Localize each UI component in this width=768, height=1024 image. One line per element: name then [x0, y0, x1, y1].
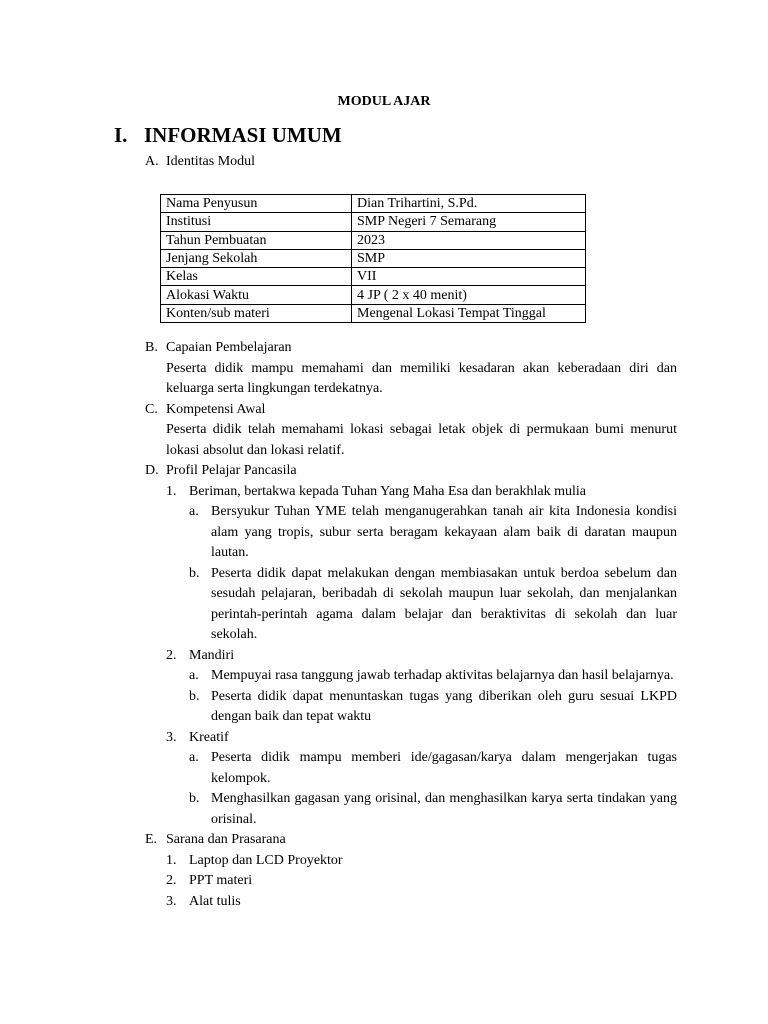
subsection-heading-a — [145, 152, 255, 172]
list-letter: a. — [189, 750, 199, 765]
table-cell-key: Tahun Pembuatan — [161, 231, 352, 249]
list-subitem-text: Peserta didik mampu memberi ide/gagasan/karya dalam mengerjakan tugas kelompok. — [211, 750, 677, 786]
table-cell-value: SMP Negeri 7 Semarang — [352, 213, 586, 231]
document-title: MODUL AJAR — [337, 94, 431, 109]
table-cell-value: Dian Trihartini, S.Pd. — [352, 195, 586, 213]
subsection-title: Capaian Pembelajaran — [166, 340, 292, 355]
table-row — [161, 231, 586, 249]
identity-table — [160, 194, 586, 323]
list-letter: b. — [189, 791, 200, 806]
list-subitem-text: Peserta didik dapat menuntaskan tugas yang diberikan oleh guru sesuai LKPD dengan baik dan tepat waktu — [211, 688, 677, 724]
list-subitem-text: Peserta didik dapat melakukan dengan membiasakan untuk berdoa sebelum dan sesudah pelajaran, beribadah di sekolah maupun luar sekolah, dan menjalankan perintah-perintah agama dalam belajar dan beraktivitas di sekolah dan luar sekolah. — [211, 565, 677, 642]
table-row — [161, 304, 586, 322]
subsection-label: E. — [145, 832, 158, 847]
list-subitem — [145, 687, 677, 728]
list-letter: b. — [189, 688, 200, 704]
list-number: 3. — [166, 729, 177, 745]
list-subitem — [145, 564, 677, 646]
subsection-heading-c — [145, 400, 677, 421]
list-subitem-text: Mempuyai rasa tanggung jawab terhadap aktivitas belajarnya dan hasil belajarnya. — [211, 668, 674, 683]
table-row — [161, 249, 586, 267]
list-number: 2. — [166, 647, 177, 663]
list-letter: a. — [189, 504, 199, 519]
list-subitem-text: Menghasilkan gagasan yang orisinal, dan menghasilkan karya serta tindakan yang orisinal. — [211, 791, 677, 827]
list-item-text: PPT materi — [189, 873, 253, 888]
list-item-title: Beriman, bertakwa kepada Tuhan Yang Maha Esa dan berakhlak mulia — [189, 483, 586, 499]
list-number: 1. — [166, 483, 177, 499]
subsection-title: Kompetensi Awal — [166, 401, 266, 417]
list-number: 3. — [166, 893, 177, 909]
list-item — [145, 892, 677, 913]
table-row — [161, 286, 586, 304]
subsection-heading-e — [145, 830, 677, 851]
list-item — [145, 851, 677, 872]
list-number: 2. — [166, 873, 177, 888]
table-cell-key: Alokasi Waktu — [161, 286, 352, 304]
table-cell-value: VII — [352, 268, 586, 286]
subsection-title: Sarana dan Prasarana — [166, 832, 286, 847]
list-letter: a. — [189, 668, 199, 683]
list-subitem — [145, 666, 677, 687]
list-item-title: Kreatif — [189, 729, 229, 745]
list-subitem — [145, 748, 677, 789]
paragraph: Peserta didik telah memahami lokasi sebagai letak objek di permukaan bumi menurut lokasi absolut dan lokasi relatif. — [166, 422, 677, 458]
list-item — [145, 646, 677, 667]
list-item — [145, 482, 677, 503]
subsection-title: Profil Pelajar Pancasila — [166, 463, 297, 478]
section-heading-1 — [114, 125, 342, 145]
list-item — [145, 728, 677, 749]
section-title: INFORMASI UMUM — [144, 123, 342, 147]
table-cell-key: Kelas — [161, 268, 352, 286]
subsection-label: D. — [145, 463, 159, 478]
subsection-heading-b — [145, 338, 677, 359]
paragraph: Peserta didik mampu memahami dan memiliki kesadaran akan keberadaan diri dan keluarga serta lingkungan terdekatnya. — [166, 360, 677, 396]
table-cell-value: 2023 — [352, 231, 586, 249]
table-cell-key: Nama Penyusun — [161, 195, 352, 213]
table-cell-value: Mengenal Lokasi Tempat Tinggal — [352, 304, 586, 322]
table-cell-key: Jenjang Sekolah — [161, 249, 352, 267]
table-cell-value: 4 JP ( 2 x 40 menit) — [352, 286, 586, 304]
subsection-heading-d — [145, 461, 677, 482]
table-cell-value: SMP — [352, 249, 586, 267]
table-cell-key: Konten/sub materi — [161, 304, 352, 322]
document-body — [145, 338, 677, 912]
table-cell-key: Institusi — [161, 213, 352, 231]
section-number: I. — [114, 123, 128, 147]
table-row — [161, 213, 586, 231]
subsection-label: C. — [145, 401, 158, 417]
list-subitem — [145, 789, 677, 830]
table-row — [161, 195, 586, 213]
list-letter: b. — [189, 565, 200, 581]
subsection-label: B. — [145, 340, 158, 355]
list-item-text: Laptop dan LCD Proyektor — [189, 852, 343, 868]
list-item — [145, 871, 677, 892]
list-subitem-text: Bersyukur Tuhan YME telah menganugerahkan tanah air kita Indonesia kondisi alam yang tropis, subur serta beragam kekayaan alam baik di daratan maupun lautan. — [211, 504, 677, 560]
list-number: 1. — [166, 852, 177, 868]
list-subitem — [145, 502, 677, 564]
table-row — [161, 268, 586, 286]
subsection-label: A. — [145, 154, 159, 169]
list-item-text: Alat tulis — [189, 893, 241, 909]
subsection-title: Identitas Modul — [166, 154, 256, 169]
list-item-title: Mandiri — [189, 647, 235, 663]
